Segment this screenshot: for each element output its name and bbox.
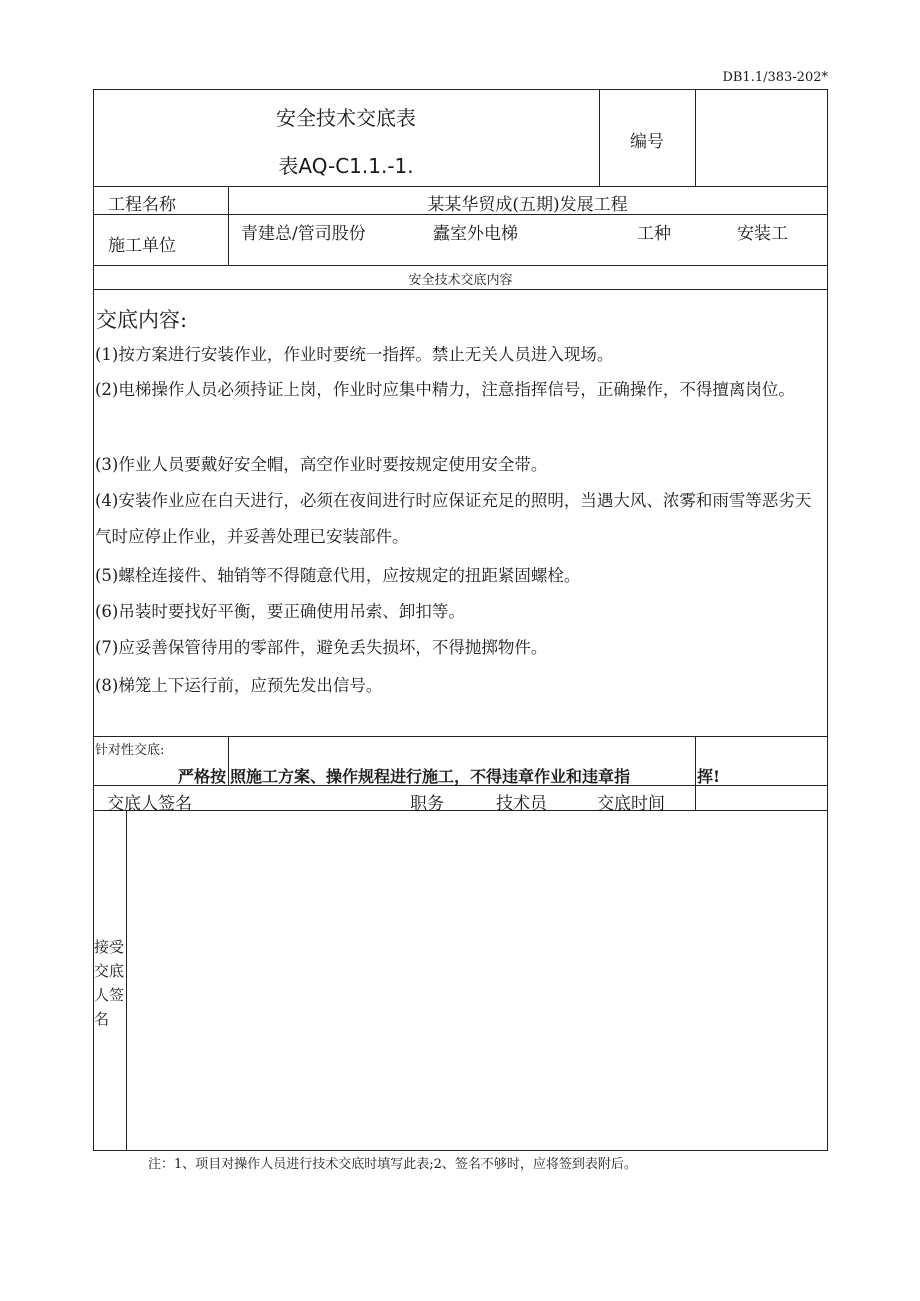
doc-code: DB1.1/383-202* (722, 70, 828, 85)
targeted-text-part2: 照施工方案、操作规程进行施工，不得违章作业和违章指 (230, 767, 631, 786)
content-item: (2)电梯操作人员必须持证上岗，作业时应集中精力，注意指挥信号，正确操作，不得擅离岗位。 (95, 380, 795, 399)
row-divider (93, 186, 828, 187)
content-item: (3)作业人员要戴好安全帽，高空作业时要按规定使用安全带。 (95, 455, 548, 474)
table-border-bottom (93, 1150, 828, 1151)
form-title: 安全技术交底表 (276, 106, 416, 130)
project-name-label: 工程名称 (108, 195, 176, 215)
signer-label: 交底人签名 (107, 794, 192, 814)
column-divider (695, 89, 696, 186)
targeted-label: 针对性交底: (95, 743, 165, 758)
receivers-label: 接受交底人签名 (94, 938, 125, 1028)
form-code: 表AQ-C1.1.-1. (278, 154, 414, 178)
table-border-top (93, 89, 828, 90)
table-border-right (827, 89, 828, 1151)
footnote: 注：1、项目对操作人员进行技术交底时填写此表;2、签名不够时，应将签到表附后。 (148, 1157, 637, 1172)
content-item: (5)螺栓连接件、轴销等不得随意代用，应按规定的扭距紧固螺栓。 (95, 566, 581, 585)
targeted-text-part3: 挥! (697, 767, 721, 786)
row-divider (93, 736, 828, 737)
column-divider (228, 736, 229, 785)
construction-unit-label: 施工单位 (108, 236, 176, 256)
column-divider (695, 736, 696, 810)
row-divider (93, 265, 828, 266)
trade-value: 安装工 (737, 224, 788, 244)
trade-label: 工种 (637, 224, 671, 244)
construction-unit-value: 青建总/管司股份 (241, 224, 366, 244)
section-title: 安全技术交底内容 (408, 273, 513, 288)
content-item: (4)安装作业应在白天进行，必须在夜间进行时应保证充足的照明，当遇大风、浓雾和雨雪等恶劣天气时应停止作业，并妥善处理已安装部件。 (95, 491, 812, 546)
content-item: (6)吊装时要找好平衡，要正确使用吊索、卸扣等。 (95, 602, 465, 621)
position-label: 职务 (410, 794, 444, 814)
time-label: 交底时间 (597, 794, 665, 814)
number-label: 编号 (630, 132, 664, 152)
content-item: (7)应妥善保管待用的零部件，避免丢失损坏，不得抛掷物件。 (95, 638, 548, 657)
project-name-value: 某某华贸成(五期)发展工程 (427, 195, 628, 215)
content-item: (8)梯笼上下运行前，应预先发出信号。 (95, 676, 383, 695)
content-heading: 交底内容: (96, 308, 188, 332)
content-item: (1)按方案进行安装作业，作业时要统一指挥。禁止无关人员进入现场。 (95, 345, 614, 364)
receivers-signature-area[interactable] (127, 811, 827, 1150)
subproject-value: 蠹室外电梯 (433, 224, 518, 244)
position-value: 技术员 (496, 794, 547, 814)
row-divider (93, 289, 828, 290)
targeted-text-part1: 严格按 (177, 767, 226, 786)
